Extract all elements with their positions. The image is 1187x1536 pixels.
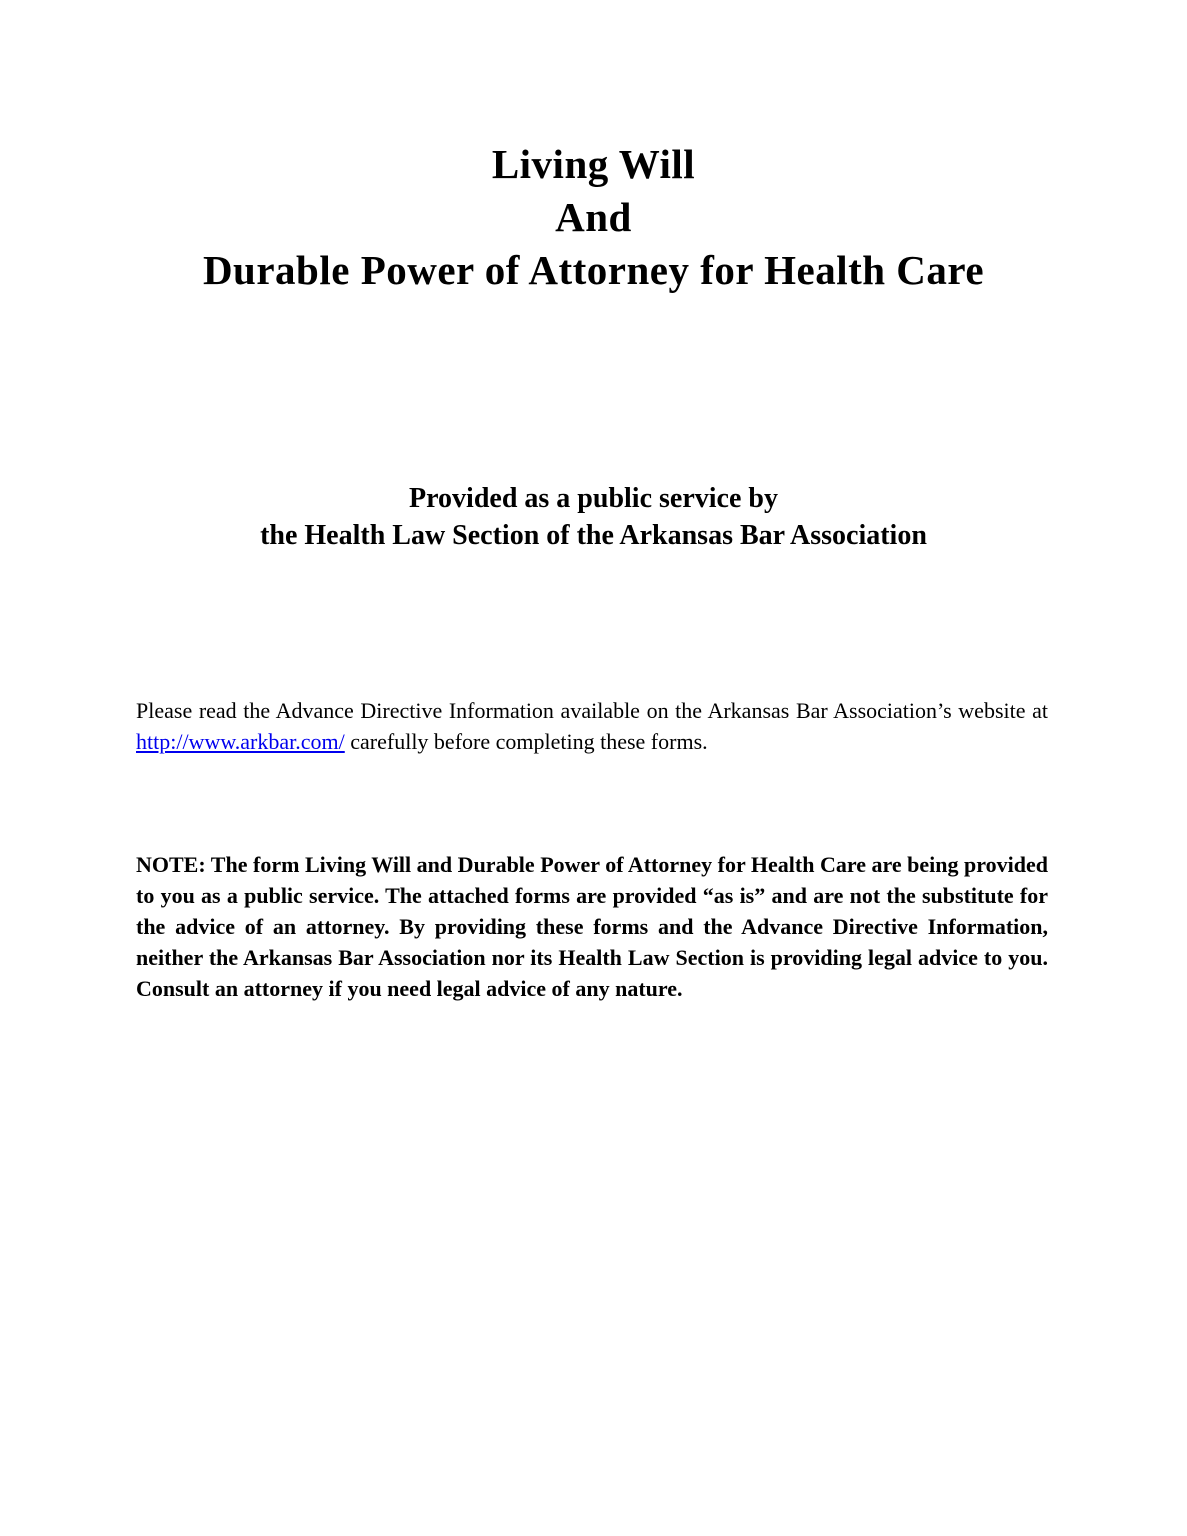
arkbar-website-link[interactable]: http://www.arkbar.com/ (136, 729, 345, 754)
page-title-line-2: And (555, 194, 632, 240)
page-subtitle-line-2: the Health Law Section of the Arkansas Bar Association (260, 520, 927, 551)
page-subtitle (0, 480, 1187, 554)
page-title-line-1: Living Will (491, 141, 696, 187)
page-title (0, 138, 1187, 297)
intro-text-before-link: Please read the Advance Directive Information available on the Arkansas Bar Association’s website at (136, 698, 1048, 723)
page-subtitle-line-1: Provided as a public service by (409, 483, 778, 514)
intro-text-after-link: carefully before completing these forms. (344, 729, 708, 754)
note-paragraph: NOTE: The form Living Will and Durable Power of Attorney for Health Care are being provided to you as a public service. The attached forms are provided “as is” and are not the substitute for the advice of an attorney. By providing these forms and the Advance Directive Information, neither the Arkansas Bar Association nor its Health Law Section is providing legal advice to you. Consult an attorney if you need legal advice of any nature. (136, 852, 1048, 1001)
intro-paragraph (136, 695, 1048, 757)
page-title-line-3: Durable Power of Attorney for Health Care (202, 247, 985, 293)
